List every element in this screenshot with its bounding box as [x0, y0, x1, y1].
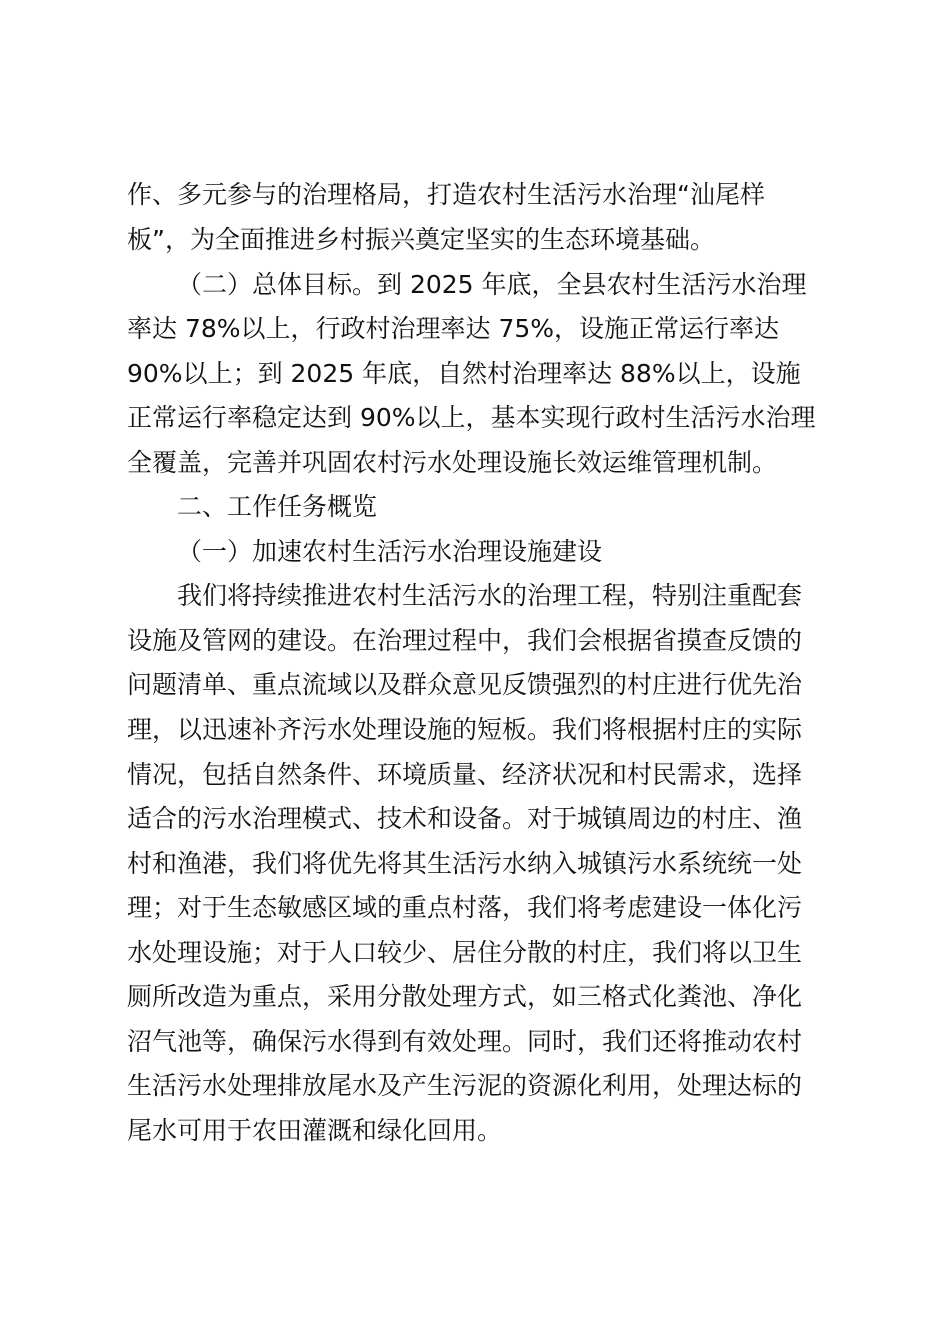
text-line-10: 我们将持续推进农村生活污水的治理工程，特别注重配套 — [177, 581, 803, 610]
text-line-14: 情况，包括自然条件、环境质量、经济状况和村民需求，选择 — [127, 760, 803, 789]
text-line-12: 问题清单、重点流域以及群众意见反馈强烈的村庄进行优先治 — [127, 670, 803, 699]
text-line-5: 90%以上；到 2025 年底，自然村治理率达 88%以上，设施 — [127, 359, 801, 388]
text-line-1: 作、多元参与的治理格局，打造农村生活污水治理“汕尾样 — [127, 180, 765, 209]
text-line-22: 尾水可用于农田灌溉和绿化回用。 — [127, 1116, 503, 1145]
text-line-7: 全覆盖，完善并巩固农村污水处理设施长效运维管理机制。 — [127, 448, 778, 477]
text-line-13: 理，以迅速补齐污水处理设施的短板。我们将根据村庄的实际 — [127, 715, 803, 744]
text-line-15: 适合的污水治理模式、技术和设备。对于城镇周边的村庄、渔 — [127, 804, 803, 833]
text-line-17: 理；对于生态敏感区域的重点村落，我们将考虑建设一体化污 — [127, 893, 803, 922]
subheading-facility-construction: （一）加速农村生活污水治理设施建设 — [177, 537, 603, 566]
text-line-11: 设施及管网的建设。在治理过程中，我们会根据省摸查反馈的 — [127, 626, 803, 655]
text-line-2: 板”，为全面推进乡村振兴奠定坚实的生态环境基础。 — [127, 225, 715, 254]
text-line-19: 厕所改造为重点，采用分散处理方式，如三格式化粪池、净化 — [127, 982, 803, 1011]
text-line-4: 率达 78%以上，行政村治理率达 75%，设施正常运行率达 — [127, 314, 780, 343]
text-line-16: 村和渔港，我们将优先将其生活污水纳入城镇污水系统统一处 — [127, 849, 803, 878]
text-line-6: 正常运行率稳定达到 90%以上，基本实现行政村生活污水治理 — [127, 403, 816, 432]
text-line-20: 沼气池等，确保污水得到有效处理。同时，我们还将推动农村 — [127, 1027, 803, 1056]
text-line-18: 水处理设施；对于人口较少、居住分散的村庄，我们将以卫生 — [127, 938, 803, 967]
subheading-overall-goal: （二）总体目标。到 2025 年底，全县农村生活污水治理 — [177, 270, 807, 299]
text-line-21: 生活污水处理排放尾水及产生污泥的资源化利用，处理达标的 — [127, 1071, 803, 1100]
section-heading-tasks: 二、工作任务概览 — [177, 492, 378, 521]
